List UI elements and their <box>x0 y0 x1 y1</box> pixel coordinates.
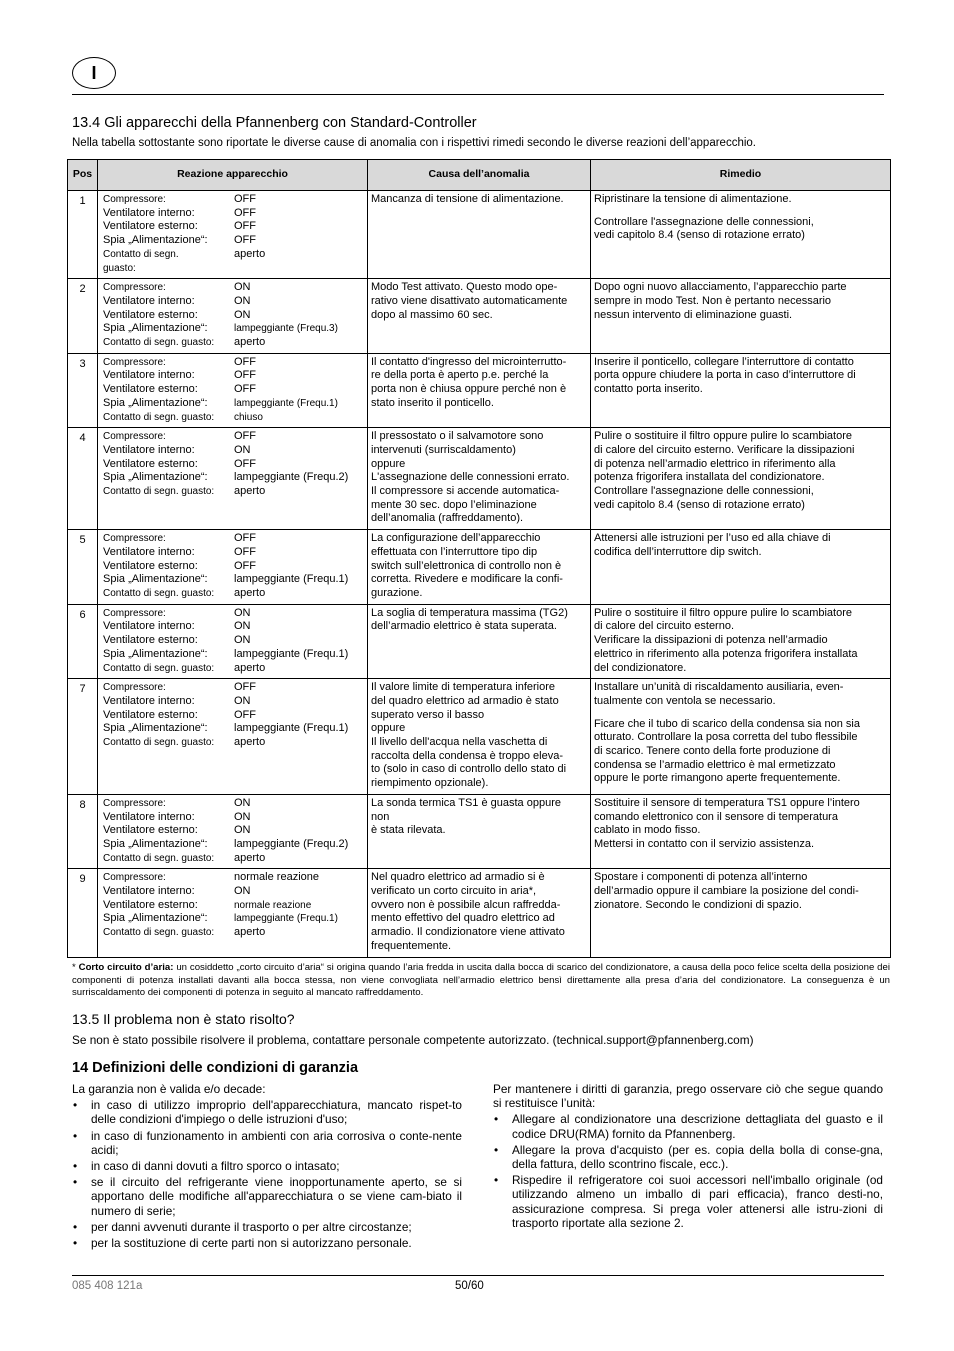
row-pos: 3 <box>68 353 98 428</box>
reaction-value: lampeggiante (Frequ.1) <box>234 397 338 409</box>
list-item-text: per danni avvenuti durante il trasporto o per altre circostanze; <box>91 1219 412 1234</box>
list-item-text: in caso di utilizzo improprio dell'apparecchiatura, mancato rispet-to delle condizioni d'impiego o delle istruzioni d'uso; <box>91 1098 462 1127</box>
reaction-value <box>234 262 364 276</box>
reaction-label: Spia „Alimentazione“: <box>103 837 208 850</box>
warranty-exclusion-list <box>72 1098 462 1250</box>
row-pos: 9 <box>68 869 98 957</box>
reaction-label: Compressore: <box>103 607 166 619</box>
reaction-label: Ventilatore interno: <box>103 206 195 219</box>
reaction-value: OFF <box>234 457 256 470</box>
warranty-left-column <box>72 1082 462 1252</box>
reaction-label: Spia „Alimentazione“: <box>103 647 208 660</box>
list-item-text: Allegare la prova d'acquisto (per es. copia della bolla di conse-gna, della fattura, dello scontrino fiscale, ecc.). <box>512 1142 883 1172</box>
footnote-text: un cosiddetto „corto circuito d’aria“ si origina quando l’aria fredda in uscita dalla bocca di scarico del condizionatore, a causa della poco felice scelta della posizione dei componenti di potenza installati davanti alla bocca stessa, non viene convogliata nell’armadio elettrico bensì direttamente alla presa d’aria del condizionatore. La conseguenza è un surriscaldamento dei componenti di potenza in seguito al mancato raffreddamento. <box>72 962 890 998</box>
row-pos: 4 <box>68 428 98 530</box>
reaction-list <box>101 356 364 425</box>
reaction-value: ON <box>234 281 251 294</box>
reaction-value: chiuso <box>234 411 263 423</box>
reaction-label: Compressore: <box>103 682 166 694</box>
bullet-icon: • <box>494 1112 499 1127</box>
remedy-paragraph: Pulire o sostituire il filtro oppure pulire lo scambiatore di calore del circuito esterno. Verificare la dissipazioni di potenza nell’armadio elettrico in riferimento alla potenza frigorifera installata del condizionatore. <box>594 606 858 674</box>
remedy-paragraph: Pulire o sostituire il filtro oppure pulire lo scambiatore di calore del circuito esterno. Verificare la dissipazioni di potenza nell’armadio elettrico in riferimento alla potenza frigorifera installata del condizionatore. Controllare l'assegnazione delle connessioni, vedi capitolo 8.4 (senso di rotazione errato) <box>594 430 855 511</box>
bullet-icon: • <box>73 1175 78 1190</box>
list-item <box>72 1175 462 1218</box>
row-reaction <box>98 530 368 605</box>
reaction-value: OFF <box>234 559 256 572</box>
table-row <box>68 794 891 869</box>
table-row <box>68 353 891 428</box>
row-reaction <box>98 279 368 354</box>
table-header-row <box>68 160 891 191</box>
remedy-paragraph: Ripristinare la tensione di alimentazione. <box>594 193 792 205</box>
row-cause: Il pressostato o il salvamotore sono intervenuti (surriscaldamento) oppure L'assegnazione delle connessioni errato. Il compressore si accende automatica- mente 30 sec. dopo l’eliminazione dell’anomalia (raffreddamento). <box>368 428 591 530</box>
footer-rule <box>72 1275 884 1276</box>
reaction-label: Compressore: <box>103 797 166 809</box>
reaction-value: ON <box>234 308 251 321</box>
list-item-text: per la sostituzione di certe parti non si autorizzano personale. <box>91 1236 412 1251</box>
reaction-value: lampeggiante (Frequ.2) <box>234 471 349 484</box>
reaction-list <box>101 681 364 750</box>
reaction-label: guasto: <box>103 262 136 274</box>
header-cause: Causa dell’anomalia <box>368 160 591 191</box>
reaction-label: Compressore: <box>103 282 166 294</box>
reaction-value: normale reazione <box>234 899 312 911</box>
remedy-gap <box>594 709 887 718</box>
reaction-label: Ventilatore esterno: <box>103 308 198 321</box>
row-reaction <box>98 679 368 795</box>
reaction-label: Ventilatore interno: <box>103 810 195 823</box>
table-row <box>68 428 891 530</box>
row-remedy <box>591 869 891 957</box>
reaction-label: Ventilatore interno: <box>103 443 195 456</box>
header-remedy: Rimedio <box>591 160 891 191</box>
row-remedy <box>591 530 891 605</box>
header-pos: Pos <box>68 160 98 191</box>
bullet-icon: • <box>73 1098 78 1113</box>
reaction-value: aperto <box>234 661 266 674</box>
reaction-value: lampeggiante (Frequ.1) <box>234 573 349 586</box>
footnote <box>72 962 890 1000</box>
reaction-list <box>101 281 364 350</box>
remedy-paragraph: Inserire il ponticello, collegare l’interruttore di contatto porta oppure chiudere la porta in caso d’interruttore di contatto porta inserito. <box>594 355 856 396</box>
table-row <box>68 279 891 354</box>
reaction-label: Ventilatore esterno: <box>103 824 198 837</box>
warranty-return-list <box>493 1112 883 1230</box>
remedy-paragraph: Ficare che il tubo di scarico della condensa sia non sia otturato. Controllare la posa corretta del tubo flessibile di scarico. Tenere conto della forte produzione di condensa se l’armadio elettrico è mal ermetizzato oppure le porte rimangono aperte frequentemente. <box>594 717 860 785</box>
row-pos: 5 <box>68 530 98 605</box>
reaction-label: Ventilatore interno: <box>103 545 195 558</box>
list-item-text: se il circuito del refrigerante viene inopportunamente aperto, se si apportano delle modifiche all'apparecchiatura o se viene cam-biato il numero di serie; <box>91 1175 462 1218</box>
reaction-value: ON <box>234 634 251 647</box>
list-item <box>72 1098 462 1126</box>
reaction-label: Contatto di segn. guasto: <box>103 737 215 749</box>
remedy-paragraph: Controllare l'assegnazione delle connessioni, vedi capitolo 8.4 (senso di rotazione errato) <box>594 215 814 242</box>
reaction-label: Ventilatore interno: <box>103 620 195 633</box>
reaction-value: lampeggiante (Frequ.2) <box>234 837 349 850</box>
bullet-icon: • <box>73 1128 78 1143</box>
reaction-value: ON <box>234 443 251 456</box>
reaction-label: Ventilatore interno: <box>103 885 195 898</box>
reaction-value: aperto <box>234 736 266 749</box>
row-pos: 7 <box>68 679 98 795</box>
bullet-icon: • <box>73 1159 78 1174</box>
row-remedy <box>591 794 891 869</box>
row-reaction <box>98 353 368 428</box>
row-remedy <box>591 353 891 428</box>
page-number: 50/60 <box>455 1280 484 1292</box>
header-rule <box>72 94 884 95</box>
reaction-value: normale reazione <box>234 871 319 884</box>
reaction-label: Contatto di segn. guasto: <box>103 486 215 498</box>
reaction-value: OFF <box>234 220 256 233</box>
reaction-label: Ventilatore esterno: <box>103 634 198 647</box>
bullet-icon: • <box>73 1219 78 1234</box>
reaction-value: ON <box>234 810 251 823</box>
reaction-label: Ventilatore esterno: <box>103 559 198 572</box>
table-row <box>68 604 891 679</box>
row-reaction <box>98 869 368 957</box>
row-remedy <box>591 191 891 279</box>
language-badge: I <box>72 57 116 89</box>
reaction-value: aperto <box>234 586 266 599</box>
remedy-paragraph: Installare un’unità di riscaldamento ausiliaria, even- tualmente con ventola se necessario. <box>594 681 844 707</box>
row-cause: La configurazione dell’apparecchio effettuata con l’interruttore tipo dip switch sull’elettronica di controllo non è corretta. Rivedere e modificare la confi- gurazione. <box>368 530 591 605</box>
header-reaction: Reazione apparecchio <box>98 160 368 191</box>
reaction-label: Contatto di segn. guasto: <box>103 662 215 674</box>
warranty-right-intro: Per mantenere i diritti di garanzia, prego osservare ciò che segue quando si restituisce l’unità: <box>493 1082 883 1111</box>
list-item <box>72 1236 462 1250</box>
bullet-icon: • <box>494 1173 499 1188</box>
row-cause: La sonda termica TS1 è guasta oppure non è stata rilevata. <box>368 794 591 869</box>
row-remedy <box>591 679 891 795</box>
reaction-label: Ventilatore esterno: <box>103 708 198 721</box>
row-cause: Il contatto d'ingresso del microinterrutto- re della porta è aperto p.e. perché la porta non è chiusa oppure perché non è stato inserito il ponticello. <box>368 353 591 428</box>
reaction-value: aperto <box>234 485 266 498</box>
reaction-value: OFF <box>234 430 256 443</box>
reaction-label: Contatto di segn. <box>103 248 179 260</box>
reaction-label: Spia „Alimentazione“: <box>103 322 208 335</box>
list-item <box>72 1129 462 1157</box>
reaction-label: Contatto di segn. guasto: <box>103 852 215 864</box>
reaction-value: OFF <box>234 355 256 368</box>
reaction-value: OFF <box>234 532 256 545</box>
row-pos: 6 <box>68 604 98 679</box>
reaction-value: ON <box>234 824 251 837</box>
table-body <box>68 191 891 958</box>
list-item <box>72 1220 462 1234</box>
remedy-gap <box>594 207 887 216</box>
row-pos: 1 <box>68 191 98 279</box>
list-item <box>493 1173 883 1230</box>
reaction-label: Spia „Alimentazione“: <box>103 396 208 409</box>
section-title-13-5: 13.5 Il problema non è stato risolto? <box>72 1011 295 1027</box>
row-reaction <box>98 428 368 530</box>
reaction-value: OFF <box>234 681 256 694</box>
reaction-list <box>101 532 364 601</box>
reaction-list <box>101 430 364 499</box>
document-code: 085 408 121a <box>72 1280 143 1292</box>
row-cause: La soglia di temperatura massima (TG2) dell’armadio elettrico è stata superata. <box>368 604 591 679</box>
bullet-icon: • <box>73 1236 78 1251</box>
reaction-value: OFF <box>234 193 256 205</box>
reaction-label: Contatto di segn. guasto: <box>103 411 215 423</box>
remedy-paragraph: Sostituire il sensore di temperatura TS1 oppure l’intero comando elettronico con il sensore di temperatura cablato in modo fisso. Mettersi in contatto con il servizio assistenza. <box>594 796 860 850</box>
remedy-paragraph: Spostare i componenti di potenza all’interno dell’armadio oppure il cambiare la posizione del condi- zionatore. Secondo le condizioni di spazio. <box>594 871 859 911</box>
reaction-value: aperto <box>234 336 266 349</box>
warranty-right-column <box>493 1082 883 1232</box>
reaction-value: lampeggiante (Frequ.1) <box>234 722 349 735</box>
reaction-value: OFF <box>234 545 256 558</box>
reaction-value: aperto <box>234 247 266 260</box>
warranty-left-intro: La garanzia non è valida e/o decade: <box>72 1082 266 1096</box>
reaction-list <box>101 871 364 940</box>
reaction-label: Contatto di segn. guasto: <box>103 587 215 599</box>
list-item <box>72 1159 462 1173</box>
row-cause: Mancanza di tensione di alimentazione. <box>368 191 591 279</box>
reaction-list <box>101 607 364 676</box>
reaction-label: Spia „Alimentazione“: <box>103 234 208 247</box>
reaction-value: OFF <box>234 383 256 396</box>
row-reaction <box>98 191 368 279</box>
row-cause: Il valore limite di temperatura inferiore del quadro elettrico ad armadio è stato superato verso il basso oppure Il livello dell'acqua nella vaschetta di raccolta della condensa è troppo eleva- to (solo in caso di controllo dello stato di riempimento opzionale). <box>368 679 591 795</box>
reaction-label: Ventilatore interno: <box>103 369 195 382</box>
reaction-label: Compressore: <box>103 431 166 443</box>
row-cause: Nel quadro elettrico ad armadio si è verificato un corto circuito in aria*, ovvero non è possibile alcun raffredda- mento effettivo del quadro elettrico ad armadio. Il condizionatore viene attivato frequentemente. <box>368 869 591 957</box>
reaction-label: Ventilatore esterno: <box>103 457 198 470</box>
row-remedy <box>591 428 891 530</box>
section-title-13-4: 13.4 Gli apparecchi della Pfannenberg con Standard-Controller <box>72 115 477 131</box>
section-text-13-5: Se non è stato possibile risolvere il problema, contattare personale competente autorizzato. (technical.support@pfannenberg.com) <box>72 1033 754 1047</box>
table-row <box>68 679 891 795</box>
reaction-value: ON <box>234 796 251 809</box>
reaction-value: OFF <box>234 234 256 247</box>
row-pos: 2 <box>68 279 98 354</box>
row-remedy <box>591 279 891 354</box>
list-item-text: in caso di danni dovuti a filtro sporco o intasato; <box>91 1159 340 1174</box>
reaction-value: ON <box>234 694 251 707</box>
table-row <box>68 191 891 279</box>
list-item-text: in caso di funzionamento in ambienti con aria corrosiva o conte-nente acidi; <box>91 1128 462 1157</box>
anomaly-table <box>67 159 891 958</box>
row-cause: Modo Test attivato. Questo modo ope- rativo viene disattivato automaticamente dopo al massimo 60 sec. <box>368 279 591 354</box>
reaction-label: Ventilatore esterno: <box>103 898 198 911</box>
reaction-value: OFF <box>234 708 256 721</box>
bullet-icon: • <box>494 1142 499 1157</box>
reaction-value: ON <box>234 620 251 633</box>
section-intro-13-4: Nella tabella sottostante sono riportate le diverse cause di anomalia con i rispettivi rimedi secondo le diverse reazioni dell’apparecchio. <box>72 137 756 149</box>
reaction-label: Compressore: <box>103 356 166 368</box>
reaction-value: ON <box>234 606 251 619</box>
remedy-paragraph: Attenersi alle istruzioni per l’uso ed alla chiave di codifica dell’interruttore dip switch. <box>594 532 831 558</box>
reaction-label: Contatto di segn. guasto: <box>103 927 215 939</box>
reaction-label: Ventilatore esterno: <box>103 383 198 396</box>
list-item-text: Allegare al condizionatore una descrizione dettagliata del guasto e il codice DRU(RMA) fornito da Pfannenberg. <box>512 1112 883 1141</box>
reaction-list <box>101 193 364 275</box>
row-reaction <box>98 794 368 869</box>
reaction-value: OFF <box>234 206 256 219</box>
reaction-label: Spia „Alimentazione“: <box>103 573 208 586</box>
reaction-label: Ventilatore interno: <box>103 694 195 707</box>
list-item <box>493 1143 883 1171</box>
section-title-14: 14 Definizioni delle condizioni di garanzia <box>72 1060 359 1076</box>
reaction-label: Ventilatore esterno: <box>103 220 198 233</box>
reaction-value: OFF <box>234 369 256 382</box>
reaction-label: Compressore: <box>103 194 166 205</box>
reaction-label: Spia „Alimentazione“: <box>103 471 208 484</box>
reaction-value: lampeggiante (Frequ.3) <box>234 323 338 335</box>
footnote-marker: * <box>72 962 76 973</box>
reaction-label: Contatto di segn. guasto: <box>103 337 215 349</box>
reaction-value: aperto <box>234 851 266 864</box>
reaction-value: ON <box>234 294 251 307</box>
row-pos: 8 <box>68 794 98 869</box>
reaction-label: Spia „Alimentazione“: <box>103 722 208 735</box>
reaction-label: Compressore: <box>103 872 166 884</box>
reaction-list <box>101 797 364 866</box>
reaction-label: Ventilatore interno: <box>103 294 195 307</box>
reaction-value: lampeggiante (Frequ.1) <box>234 647 349 660</box>
reaction-label: Spia „Alimentazione“: <box>103 912 208 925</box>
reaction-label: Compressore: <box>103 533 166 545</box>
reaction-value: lampeggiante (Frequ.1) <box>234 913 338 925</box>
row-reaction <box>98 604 368 679</box>
table-row <box>68 869 891 957</box>
reaction-value: ON <box>234 885 251 898</box>
reaction-value: aperto <box>234 926 266 939</box>
table-row <box>68 530 891 605</box>
row-remedy <box>591 604 891 679</box>
list-item-text: Rispedire il refrigeratore coi suoi accessori nell'imballo originale (od utilizzando almeno un imballo di pari efficacia), franco desti-no, assicurazione compresa. Si prega voler attenersi alle istru-zioni di trasporto riportate alla sezione 2. <box>512 1173 883 1230</box>
remedy-paragraph: Dopo ogni nuovo allacciamento, l’apparecchio parte sempre in modo Test. Non è pertanto necessario nessun intervento di eliminazione guasti. <box>594 281 847 321</box>
list-item <box>493 1112 883 1140</box>
footnote-term: Corto circuito d’aria: <box>78 962 174 973</box>
